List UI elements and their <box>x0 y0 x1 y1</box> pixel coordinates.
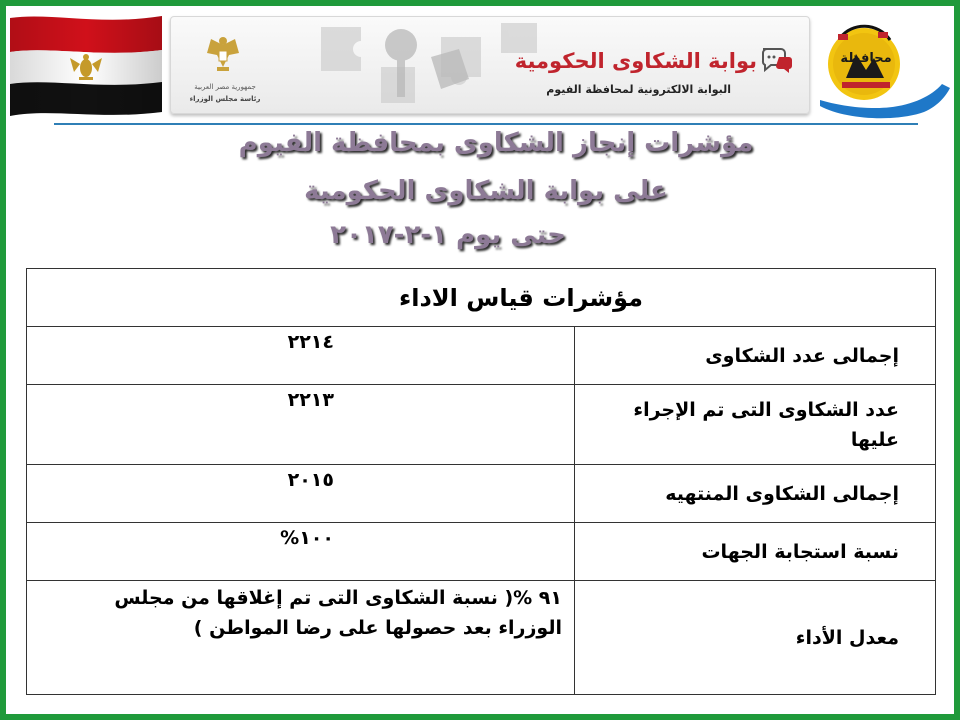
table-row <box>27 465 936 523</box>
government-name-line2: رئاسة مجلس الوزراء <box>189 95 261 103</box>
page-title-line3: حتى يوم ١-٢-٢٠١٧ <box>330 220 566 250</box>
row-label: نسبة استجابة الجهات <box>575 523 936 581</box>
row-value: ٢٢١٤ <box>27 327 575 385</box>
chat-bubbles-icon <box>759 45 795 75</box>
svg-text:ﻣﺤﺎﻓﻈﺔ: ﻣﺤﺎﻓﻈﺔ <box>840 51 892 66</box>
row-label: عدد الشكاوى التى تم الإجراء عليها <box>575 385 936 465</box>
egypt-eagle-emblem-icon <box>201 33 245 77</box>
metrics-table-header: مؤشرات قياس الاداء <box>27 269 936 327</box>
row-value: ٩١ %( نسبة الشكاوى التى تم إغلاقها من مجلس الوزراء بعد حصولها على رضا المواطن ) <box>27 581 575 695</box>
page-title-line2: على بوابة الشكاوى الحكومية <box>304 176 668 206</box>
row-label: إجمالى الشكاوى المنتهيه <box>575 465 936 523</box>
header-divider <box>54 123 918 125</box>
egypt-flag-icon <box>10 12 162 116</box>
fayoum-governorate-logo <box>816 12 954 128</box>
portal-subtitle: البوابة الالكترونية لمحافظة الفيوم <box>546 83 731 96</box>
portal-title: بوابة الشكاوى الحكومية <box>514 49 757 73</box>
metrics-table <box>26 268 936 695</box>
row-value: ٢٠١٥ <box>27 465 575 523</box>
slide <box>6 6 954 714</box>
row-label: إجمالى عدد الشكاوى <box>575 327 936 385</box>
table-row <box>27 327 936 385</box>
row-value: ٢٢١٣ <box>27 385 575 465</box>
page-title-line1: مؤشرات إنجاز الشكاوى بمحافظة الفيوم <box>238 128 754 158</box>
table-row <box>27 523 936 581</box>
table-row <box>27 385 936 465</box>
government-name-line1: جمهورية مصر العربية <box>194 83 256 91</box>
row-label: معدل الأداء <box>575 581 936 695</box>
row-value: ١٠٠% <box>27 523 575 581</box>
table-row <box>27 581 936 695</box>
portal-banner <box>170 16 810 114</box>
